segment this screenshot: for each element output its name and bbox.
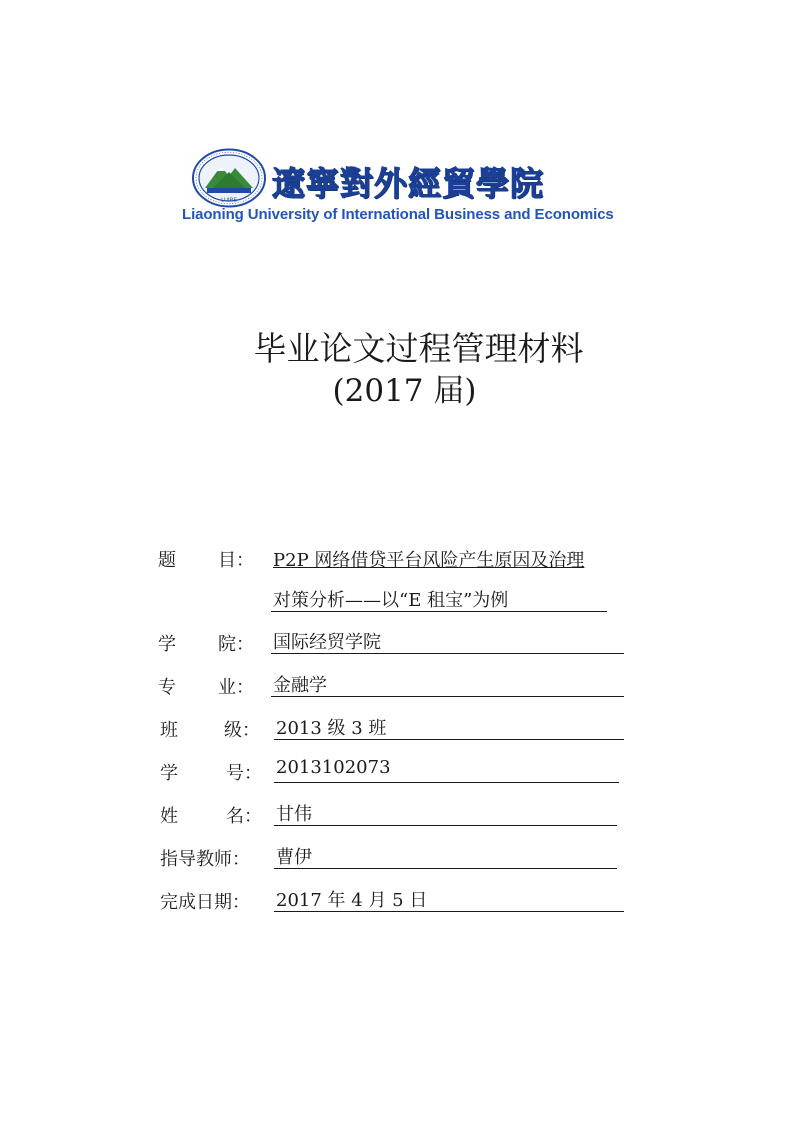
name-label-b: 名：: [226, 806, 262, 827]
advisor-label: 指导教师：: [160, 849, 250, 870]
class-value: 2013 级 3 班: [274, 714, 624, 740]
topic-value-line2: 对策分析——以“E 租宝”为例: [271, 586, 607, 612]
class-label-a: 班: [160, 720, 178, 741]
college-label: [158, 630, 254, 656]
student-id-value: 2013102073: [274, 757, 619, 783]
document-title: 毕业论文过程管理材料: [253, 329, 584, 368]
student-id-label: [160, 759, 262, 785]
college-label-a: 学: [158, 634, 176, 655]
class-label: [160, 716, 260, 742]
name-label: [160, 802, 262, 828]
completion-date-value: 2017 年 4 月 5 日: [274, 886, 624, 912]
completion-date-label: 完成日期：: [160, 892, 250, 913]
name-label-a: 姓: [160, 806, 178, 827]
college-value: 国际经贸学院: [271, 628, 624, 654]
topic-label: [158, 546, 254, 572]
university-name-chinese: 遼寧對外經貿學院: [272, 164, 544, 203]
topic-value-line1: P2P 网络借贷平台风险产生原因及治理: [273, 550, 585, 571]
document-year: (2017 届): [332, 373, 477, 409]
class-label-b: 级：: [224, 720, 260, 741]
topic-label-a: 题: [158, 550, 176, 571]
major-label-a: 专: [158, 677, 176, 698]
major-label-b: 业：: [218, 677, 254, 698]
student-id-label-a: 学: [160, 763, 178, 784]
student-id-label-b: 号：: [226, 763, 262, 784]
college-label-b: 院：: [218, 634, 254, 655]
topic-label-b: 目：: [218, 550, 254, 571]
major-value: 金融学: [271, 671, 624, 697]
advisor-value: 曹伊: [274, 843, 617, 869]
university-emblem-icon: [191, 148, 267, 208]
name-value: 甘伟: [274, 800, 617, 826]
university-name-english: Liaoning University of International Business and Economics: [182, 206, 614, 223]
emblem-abbreviation: LUIBE: [221, 197, 237, 204]
major-label: [158, 673, 254, 699]
